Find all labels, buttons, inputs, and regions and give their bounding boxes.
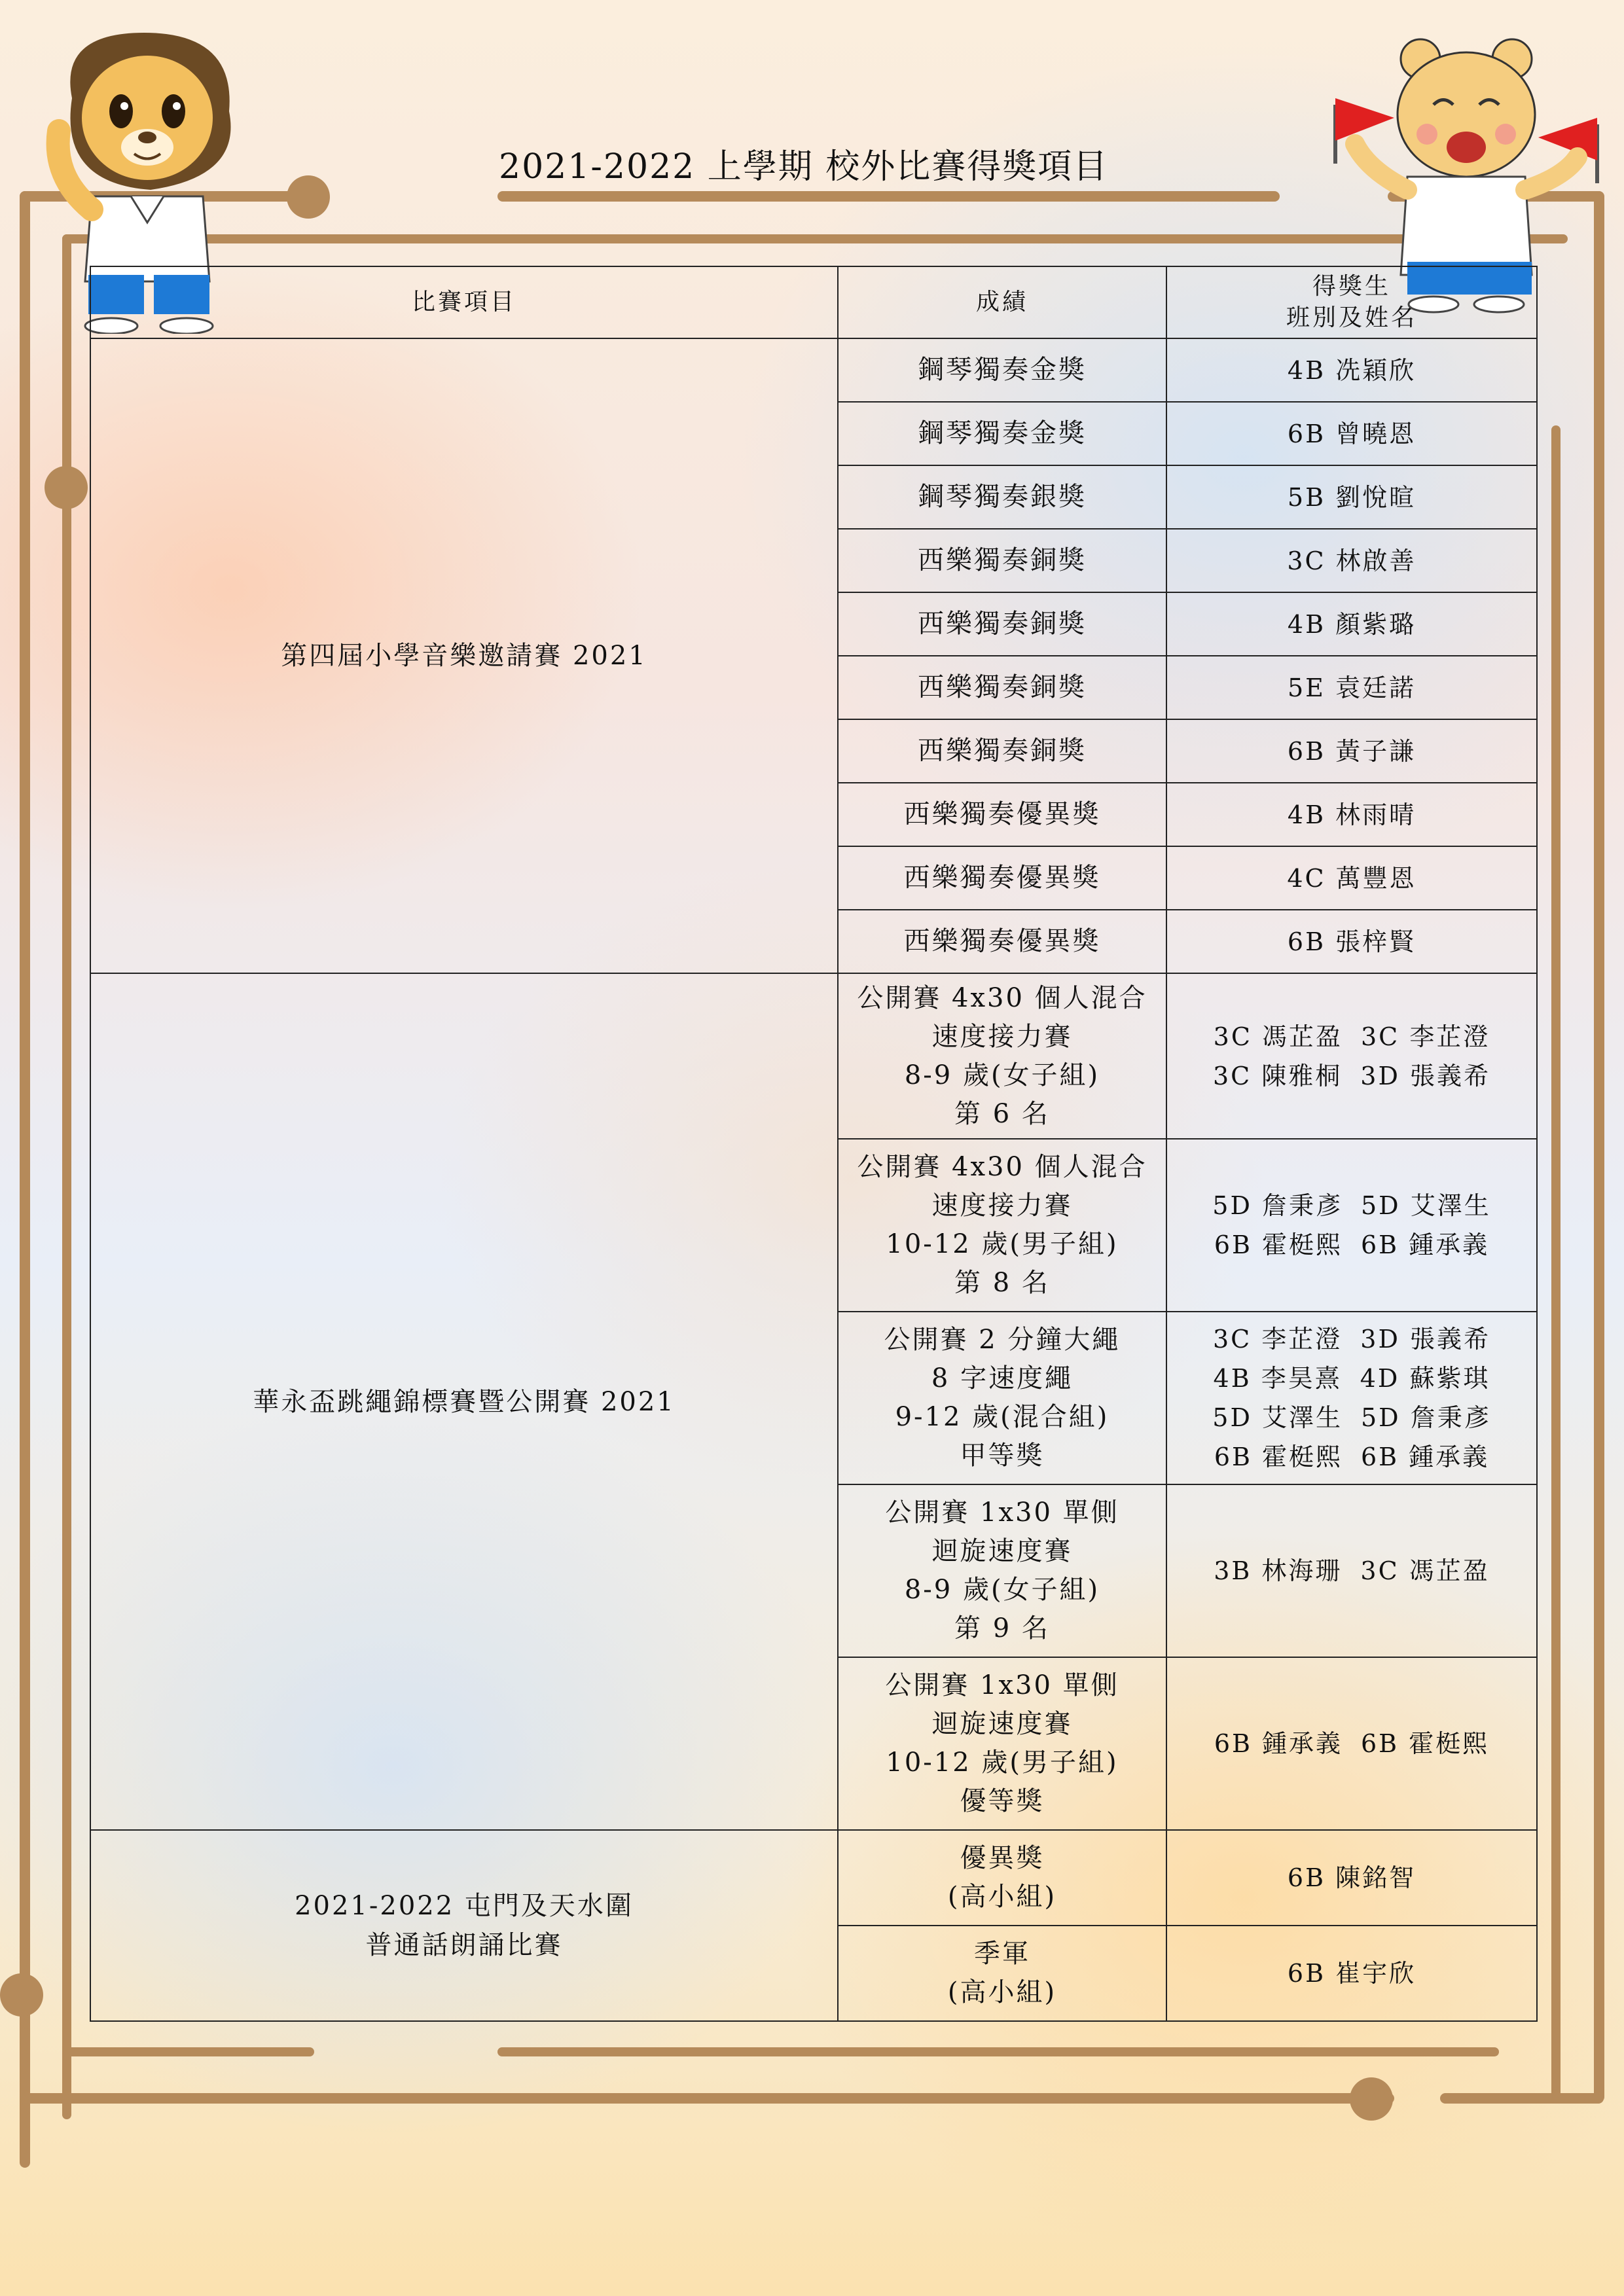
result-cell: 公開賽 4x30 個人混合 速度接力賽 8-9 歲(女子組) 第 6 名 xyxy=(838,973,1166,1139)
result-cell: 西樂獨奏銅獎 xyxy=(838,656,1166,719)
header-result: 成績 xyxy=(838,266,1166,338)
result-cell: 鋼琴獨奏金獎 xyxy=(838,338,1166,402)
winner-cell: 3C 李芷澄 3D 張義希 4B 李昊熹 4D 蘇紫琪 5D 艾澤生 5D 詹秉彥 6B 霍梃熙 6B 鍾承義 xyxy=(1166,1312,1537,1484)
result-cell: 季軍 (高小組) xyxy=(838,1926,1166,2021)
frame-dot-bottom-right xyxy=(1350,2077,1393,2121)
result-cell: 鋼琴獨奏銀獎 xyxy=(838,465,1166,529)
table-row xyxy=(90,1830,1537,1926)
winner-cell: 5B 劉悅暄 xyxy=(1166,465,1537,529)
result-cell: 優異獎 (高小組) xyxy=(838,1830,1166,1926)
winner-cell: 3B 林海珊 3C 馮芷盈 xyxy=(1166,1484,1537,1657)
result-cell: 鋼琴獨奏金獎 xyxy=(838,402,1166,465)
frame-right-inner xyxy=(1551,425,1561,2101)
result-cell: 西樂獨奏銅獎 xyxy=(838,529,1166,592)
result-cell: 公開賽 1x30 單側 迴旋速度賽 8-9 歲(女子組) 第 9 名 xyxy=(838,1484,1166,1657)
result-cell: 公開賽 2 分鐘大繩 8 字速度繩 9-12 歲(混合組) 甲等獎 xyxy=(838,1312,1166,1484)
page-title: 2021-2022 上學期 校外比賽得獎項目 xyxy=(499,147,1109,187)
table-row xyxy=(90,338,1537,402)
result-cell: 西樂獨奏優異獎 xyxy=(838,846,1166,910)
winner-cell: 4B 冼穎欣 xyxy=(1166,338,1537,402)
frame-left-inner xyxy=(62,234,71,2119)
table-row xyxy=(90,973,1537,1139)
frame-dot-top-left xyxy=(287,175,330,219)
result-cell: 西樂獨奏優異獎 xyxy=(838,910,1166,973)
winner-cell: 5D 詹秉彥 5D 艾澤生 6B 霍梃熙 6B 鍾承義 xyxy=(1166,1139,1537,1312)
winner-cell: 5E 袁廷諾 xyxy=(1166,656,1537,719)
frame-bottom-outer-right xyxy=(1440,2093,1604,2104)
winner-cell: 6B 張梓賢 xyxy=(1166,910,1537,973)
winner-cell: 6B 曾曉恩 xyxy=(1166,402,1537,465)
winner-cell: 6B 鍾承義 6B 霍梃熙 xyxy=(1166,1657,1537,1830)
frame-top-line-right xyxy=(497,191,1280,202)
competition-cell: 華永盃跳繩錦標賽暨公開賽 2021 xyxy=(90,973,838,1830)
frame-bottom-outer xyxy=(20,2093,1394,2104)
result-cell: 西樂獨奏銅獎 xyxy=(838,719,1166,783)
frame-left-outer xyxy=(20,191,30,2168)
table-header-row xyxy=(90,266,1537,338)
header-competition: 比賽項目 xyxy=(90,266,838,338)
winner-cell: 4C 萬豐恩 xyxy=(1166,846,1537,910)
winner-cell: 3C 林啟善 xyxy=(1166,529,1537,592)
result-cell: 西樂獨奏優異獎 xyxy=(838,783,1166,846)
winner-cell: 6B 黃子謙 xyxy=(1166,719,1537,783)
winner-cell: 4B 林雨晴 xyxy=(1166,783,1537,846)
competition-cell: 2021-2022 屯門及天水圍 普通話朗誦比賽 xyxy=(90,1830,838,2021)
winner-cell: 4B 顏紫璐 xyxy=(1166,592,1537,656)
competition-cell: 第四屆小學音樂邀請賽 2021 xyxy=(90,338,838,973)
frame-bottom-inner-right xyxy=(497,2047,1499,2056)
frame-dot-left-bottom xyxy=(0,1973,43,2017)
winner-cell: 6B 崔宇欣 xyxy=(1166,1926,1537,2021)
winner-cell: 6B 陳銘智 xyxy=(1166,1830,1537,1926)
result-cell: 公開賽 1x30 單側 迴旋速度賽 10-12 歲(男子組) 優等獎 xyxy=(838,1657,1166,1830)
header-winners: 得獎生 班別及姓名 xyxy=(1166,266,1537,338)
result-cell: 公開賽 4x30 個人混合 速度接力賽 10-12 歲(男子組) 第 8 名 xyxy=(838,1139,1166,1312)
result-cell: 西樂獨奏銅獎 xyxy=(838,592,1166,656)
frame-right-outer xyxy=(1594,191,1604,2102)
frame-bottom-inner xyxy=(62,2047,314,2056)
winner-cell: 3C 馮芷盈 3C 李芷澄 3C 陳雅桐 3D 張義希 xyxy=(1166,973,1537,1139)
awards-table xyxy=(90,266,1538,2022)
